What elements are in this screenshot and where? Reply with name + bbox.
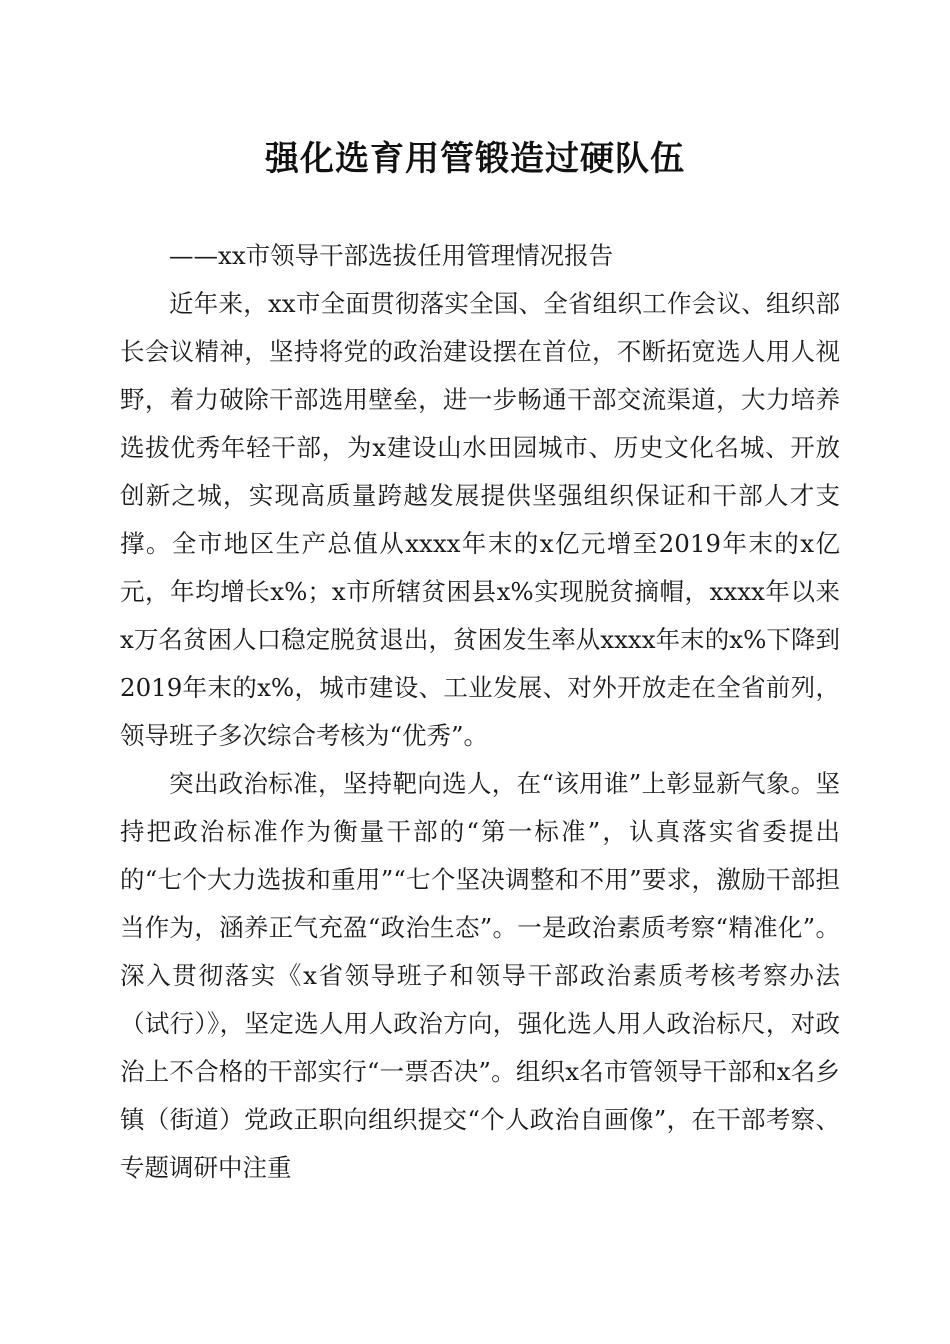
document-title: 强化选育用管锻造过硬队伍 <box>265 139 685 179</box>
paragraph-political-standard: 突出政治标准，坚持靶向选人，在“该用谁”上彰显新气象。坚持把政治标准作为衡量干部的“第一标准”，认真落实省委提出的“七个大力选拔和重用”“七个坚决调整和不用”要求，激励干部担当作为，涵养正气充盈“政治生态”。一是政治素质考察“精准化”。深入贯彻落实《x省领导班子和领导干部政治素质考核考察办法（试行）》，坚定选人用人政治方向，强化选人用人政治标尺，对政治上不合格的干部实行“一票否决”。组织x名市管领导干部和x名乡镇（街道）党政正职向组织提交“个人政治自画像”，在干部考察、专题调研中注重 <box>120 769 840 1182</box>
paragraph-intro: 近年来，xx市全面贯彻落实全国、全省组织工作会议、组织部长会议精神，坚持将党的政治建设摆在首位，不断拓宽选人用人视野，着力破除干部选用壁垒，进一步畅通干部交流渠道，大力培养选拔优秀年轻干部，为x建设山水田园城市、历史文化名城、开放创新之城，实现高质量跨越发展提供坚强组织保证和干部人才支撑。全市地区生产总值从xxxx年末的x亿元增至2019年末的x亿元，年均增长x%；x市所辖贫困县x%实现脱贫摘帽，xxxx年以来x万名贫困人口稳定脱贫退出，贫困发生率从xxxx年末的x%下降到2019年末的x%，城市建设、工业发展、对外开放走在全省前列，领导班子多次综合考核为“优秀”。 <box>120 289 840 750</box>
document-subtitle: ——xx市领导干部选拔任用管理情况报告 <box>169 241 614 270</box>
document-body <box>120 232 840 1192</box>
